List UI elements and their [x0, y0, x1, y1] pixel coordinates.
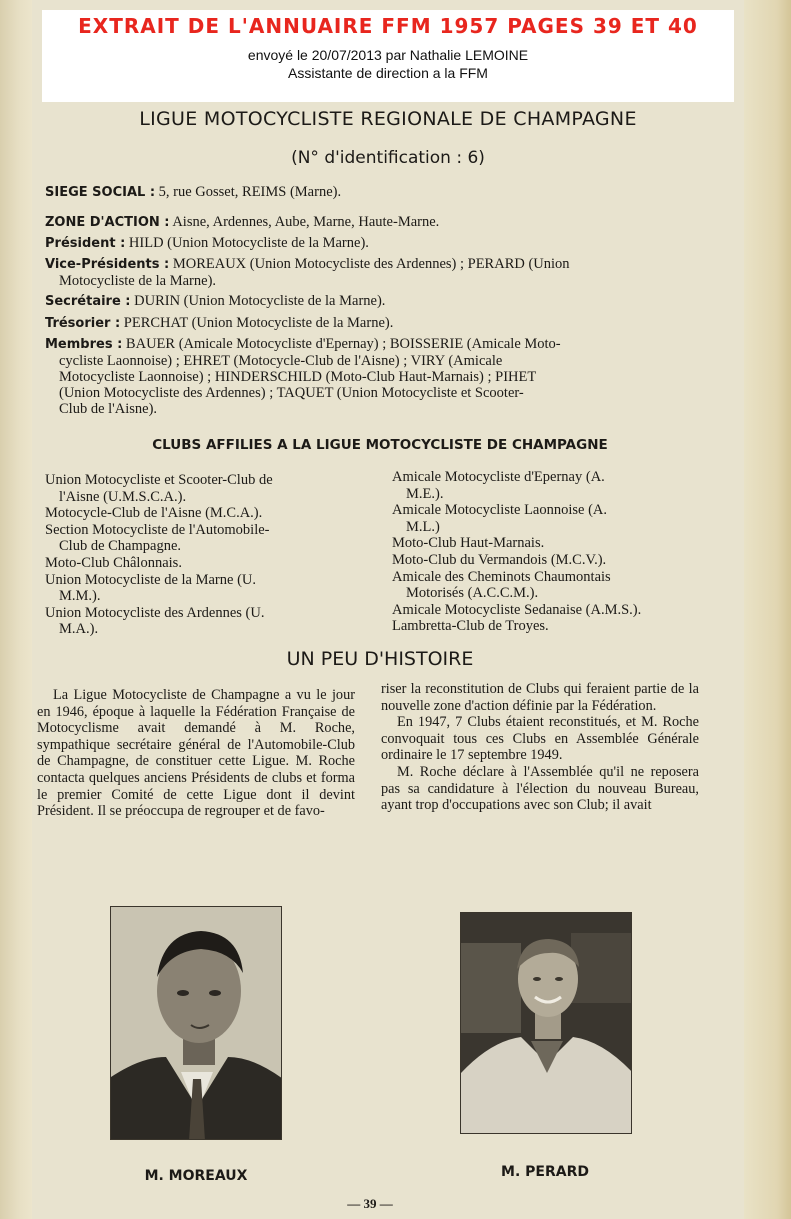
- portrait-photo-perard: [460, 912, 632, 1134]
- zone-label: ZONE D'ACTION :: [45, 215, 170, 230]
- history-paragraph: La Ligue Motocycliste de Champagne a vu le jour en 1946, époque à laquelle la Fédération Française de Motocyclisme avait demandé à M. Roche, sympathique secrétaire général de l'Automobile-Club de Champagne, de constituer cette Ligue. M. Roche contacta quelques anciens Présidents de clubs et forma le premier Comité de cette Ligue dont il devint Président. Il se préoccupa de regrouper et de favo-: [37, 687, 355, 820]
- page-edge-right: [744, 0, 791, 1219]
- vice-value-2: Motocycliste de la Marne).: [59, 273, 217, 289]
- club-name-cont: l'Aisne (U.M.S.C.A.).: [59, 488, 187, 505]
- club-name: Union Motocycliste et Scooter-Club de: [45, 472, 273, 488]
- club-name: Moto-Club Châlonnais.: [45, 554, 182, 571]
- secretaire-label: Secrétaire :: [45, 294, 131, 309]
- club-name: Union Motocycliste des Ardennes (U.: [45, 604, 265, 621]
- president-label: Président :: [45, 236, 126, 251]
- history-paragraph: riser la reconstitution de Clubs qui feraient partie de la nouvelle zone d'action définie par la Fédération.: [381, 681, 699, 714]
- header-role-line: Assistante de direction a la FFM: [288, 65, 488, 81]
- club-item: [392, 535, 710, 552]
- club-item: [45, 472, 363, 505]
- club-item: [392, 618, 710, 635]
- siege-value: 5, rue Gosset, REIMS (Marne).: [158, 184, 342, 200]
- vice-presidents: [45, 256, 710, 289]
- club-name: Lambretta-Club de Troyes.: [392, 618, 549, 635]
- membres-value-5: Club de l'Aisne).: [59, 401, 158, 417]
- club-name-cont: M.E.).: [406, 485, 444, 502]
- caption-perard: M. PERARD: [501, 1164, 589, 1180]
- club-name: Motocycle-Club de l'Aisne (M.C.A.).: [45, 505, 263, 522]
- portrait-perard-image: [461, 913, 632, 1134]
- club-name: Amicale Motocycliste d'Epernay (A.: [392, 469, 605, 485]
- tresorier-label: Trésorier :: [45, 316, 121, 331]
- header-title: EXTRAIT DE L'ANNUAIRE FFM 1957 PAGES 39 ET 40: [78, 14, 698, 38]
- clubs-title: CLUBS AFFILIES A LA LIGUE MOTOCYCLISTE DE CHAMPAGNE: [152, 437, 608, 453]
- tresorier: [45, 315, 710, 332]
- zone-action: [45, 214, 710, 231]
- club-item: [45, 605, 363, 638]
- club-name: Section Motocycliste de l'Automobile-: [45, 521, 270, 538]
- club-name: Union Motocycliste de la Marne (U.: [45, 571, 257, 588]
- club-name-cont: M.A.).: [59, 621, 99, 638]
- club-name: Amicale des Cheminots Chaumontais: [392, 568, 611, 585]
- membres: [45, 336, 710, 417]
- club-name-cont: Motorisés (A.C.C.M.).: [406, 585, 539, 602]
- club-item: [45, 505, 363, 522]
- caption-moreaux: M. MOREAUX: [144, 1168, 248, 1184]
- history-paragraph: M. Roche déclare à l'Assemblée qu'il ne reposera pas sa candidature à l'élection du nouveau Bureau, ayant trop d'occupations avec son Club; il avait: [381, 763, 699, 814]
- siege-label: SIEGE SOCIAL :: [45, 185, 156, 200]
- history-paragraph: En 1947, 7 Clubs étaient reconstitués, et M. Roche convoquait tous ces Clubs en Assemblée Générale ordinaire le 17 septembre 1949.: [381, 714, 699, 764]
- page-number: — 39 —: [347, 1196, 393, 1211]
- club-name: Amicale Motocycliste Sedanaise (A.M.S.).: [392, 601, 642, 618]
- membres-value-1: BAUER (Amicale Motocycliste d'Epernay) ; BOISSERIE (Amicale Moto-: [125, 336, 561, 352]
- club-item: [45, 572, 363, 605]
- club-item: [392, 602, 710, 619]
- club-item: [392, 469, 710, 502]
- membres-value-4: (Union Motocycliste des Ardennes) ; TAQUET (Union Motocycliste et Scooter-: [59, 385, 524, 401]
- history-left-column: [37, 687, 355, 820]
- league-title: LIGUE MOTOCYCLISTE REGIONALE DE CHAMPAGNE: [139, 108, 637, 130]
- zone-value: Aisne, Ardennes, Aube, Marne, Haute-Marne.: [172, 214, 440, 230]
- page-edge-left: [0, 0, 32, 1219]
- secretaire: [45, 293, 710, 310]
- club-item: [392, 552, 710, 569]
- club-name: Moto-Club du Vermandois (M.C.V.).: [392, 551, 607, 568]
- portrait-photo-moreaux: [110, 906, 282, 1140]
- club-item: [45, 555, 363, 572]
- clubs-right-column: [392, 469, 710, 635]
- membres-label: Membres :: [45, 337, 123, 352]
- header-sent-line: envoyé le 20/07/2013 par Nathalie LEMOINE: [247, 47, 529, 63]
- membres-value-3: Motocycliste Laonnoise) ; HINDERSCHILD (Moto-Club Haut-Marnais) ; PIHET: [59, 369, 537, 385]
- membres-value-2: cycliste Laonnoise) ; EHRET (Motocycle-Club de l'Aisne) ; VIRY (Amicale: [59, 353, 503, 369]
- club-name-cont: M.M.).: [59, 588, 101, 605]
- club-name-cont: Club de Champagne.: [59, 538, 182, 555]
- clubs-left-column: [45, 472, 363, 638]
- secretaire-value: DURIN (Union Motocycliste de la Marne).: [134, 293, 386, 309]
- club-name: Amicale Motocycliste Laonnoise (A.: [392, 502, 608, 519]
- tresorier-value: PERCHAT (Union Motocycliste de la Marne).: [123, 315, 394, 331]
- president: [45, 235, 710, 252]
- president-value: HILD (Union Motocycliste de la Marne).: [128, 235, 369, 251]
- club-item: [392, 569, 710, 602]
- club-name-cont: M.L.): [406, 518, 440, 535]
- vice-value-1: MOREAUX (Union Motocycliste des Ardennes) ; PERARD (Union: [172, 256, 570, 272]
- vice-label: Vice-Présidents :: [45, 257, 170, 272]
- history-right-column: [381, 681, 699, 814]
- league-identification: (N° d'identification : 6): [291, 148, 485, 168]
- club-item: [45, 522, 363, 555]
- portrait-moreaux-image: [111, 907, 282, 1140]
- club-name: Moto-Club Haut-Marnais.: [392, 535, 545, 552]
- club-item: [392, 502, 710, 535]
- history-title: UN PEU D'HISTOIRE: [286, 648, 474, 670]
- siege-social: [45, 184, 710, 201]
